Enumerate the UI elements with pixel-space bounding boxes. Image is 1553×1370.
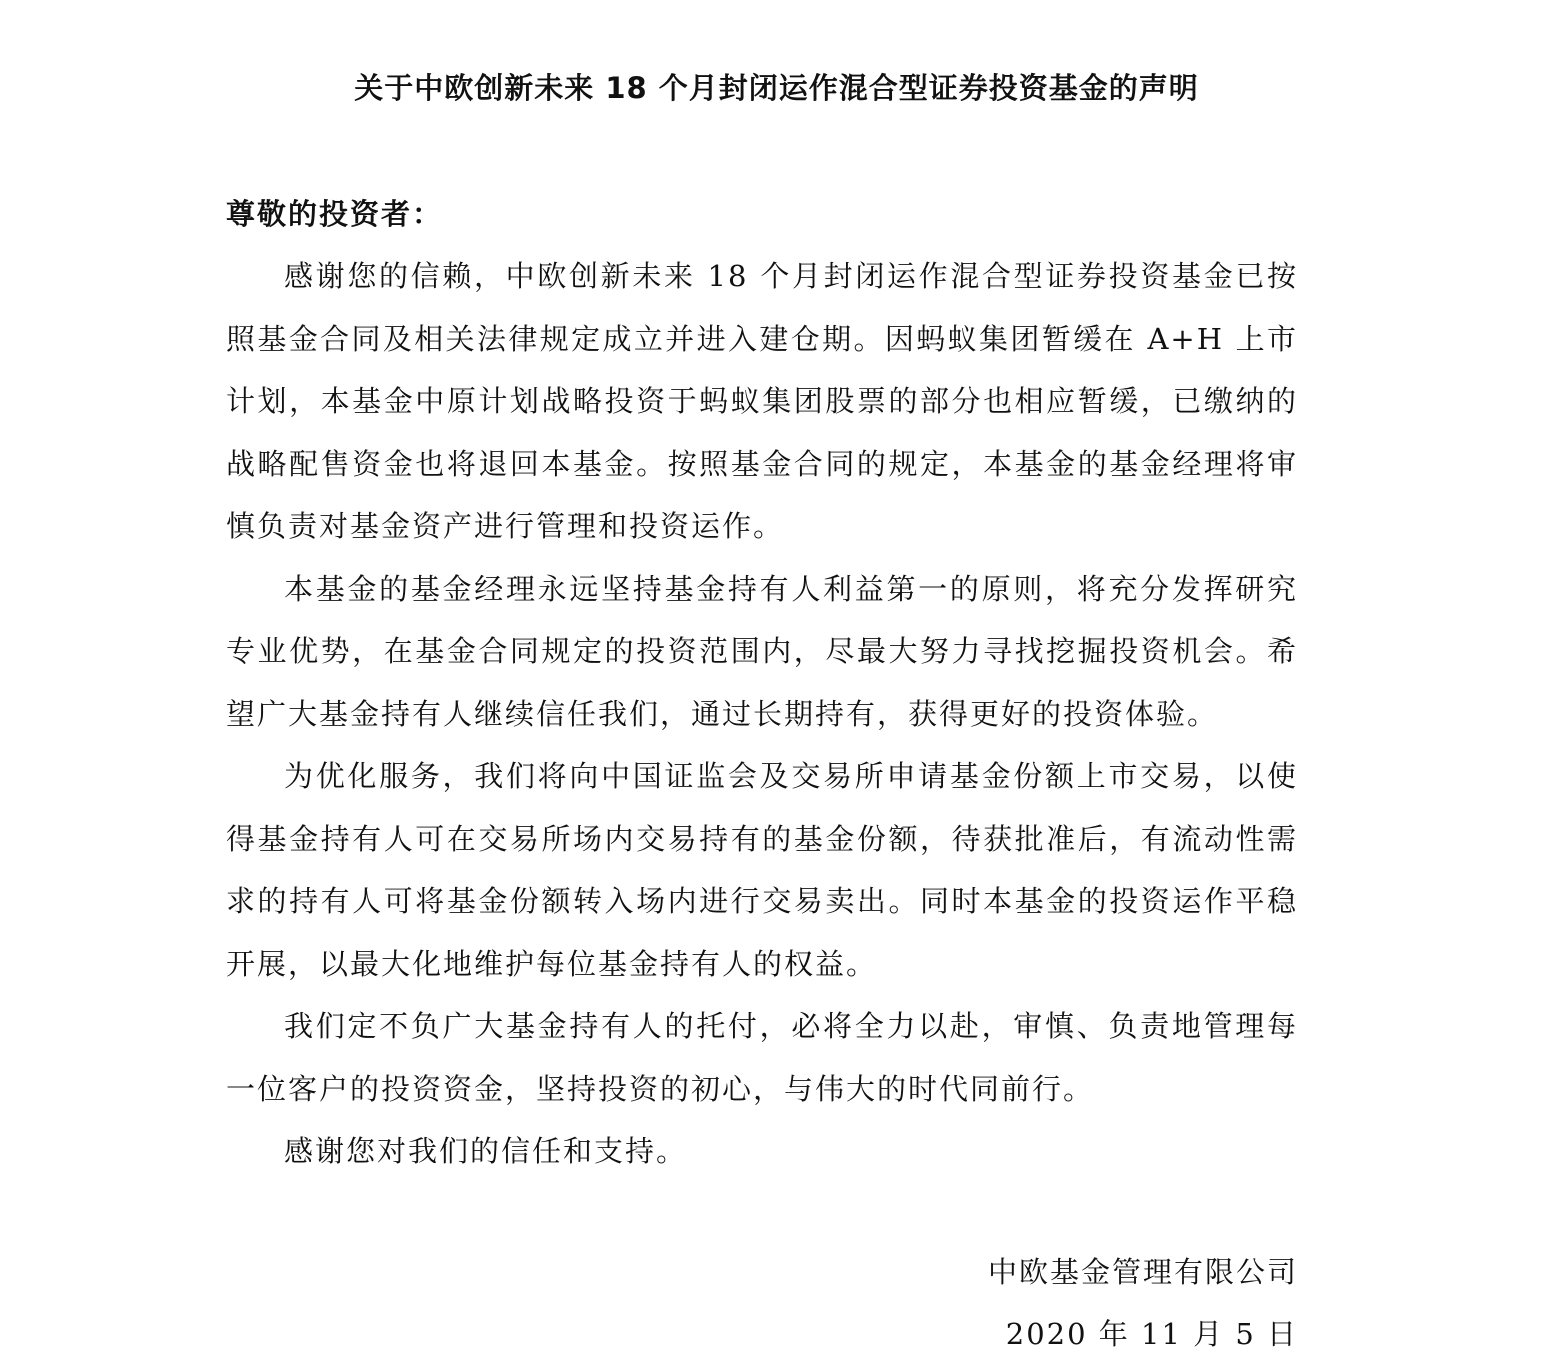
document-title: 关于中欧创新未来 18 个月封闭运作混合型证券投资基金的声明 [354, 71, 1199, 105]
signature-block [988, 1241, 1298, 1365]
document-body [226, 183, 1298, 1183]
salutation: 尊敬的投资者： [226, 197, 444, 231]
paragraph-3: 为优化服务，我们将向中国证监会及交易所申请基金份额上市交易，以使得基金持有人可在交易所场内交易持有的基金份额，待获批准后，有流动性需求的持有人可将基金份额转入场内进行交易卖出。同时本基金的投资运作平稳开展，以最大化地维护每位基金持有人的权益。 [226, 759, 1298, 981]
signature-company: 中欧基金管理有限公司 [987, 1255, 1298, 1289]
paragraph-1: 感谢您的信赖，中欧创新未来 18 个月封闭运作混合型证券投资基金已按照基金合同及相关法律规定成立并进入建仓期。因蚂蚁集团暂缓在 A+H 上市计划，本基金中原计划战略投资于蚂蚁集团股票的部分也相应暂缓，已缴纳的战略配售资金也将退回本基金。按照基金合同的规定，本基金的基金经理将审慎负责对基金资产进行管理和投资运作。 [226, 259, 1298, 543]
paragraph-2: 本基金的基金经理永远坚持基金持有人利益第一的原则，将充分发挥研究专业优势，在基金合同规定的投资范围内，尽最大努力寻找挖掘投资机会。希望广大基金持有人继续信任我们，通过长期持有，获得更好的投资体验。 [226, 571, 1298, 731]
paragraph-4: 我们定不负广大基金持有人的托付，必将全力以赴，审慎、负责地管理每一位客户的投资资金，坚持投资的初心，与伟大的时代同前行。 [226, 1009, 1298, 1106]
signature-date: 2020 年 11 月 5 日 [1005, 1317, 1298, 1351]
paragraph-5: 感谢您对我们的信任和支持。 [284, 1134, 688, 1168]
